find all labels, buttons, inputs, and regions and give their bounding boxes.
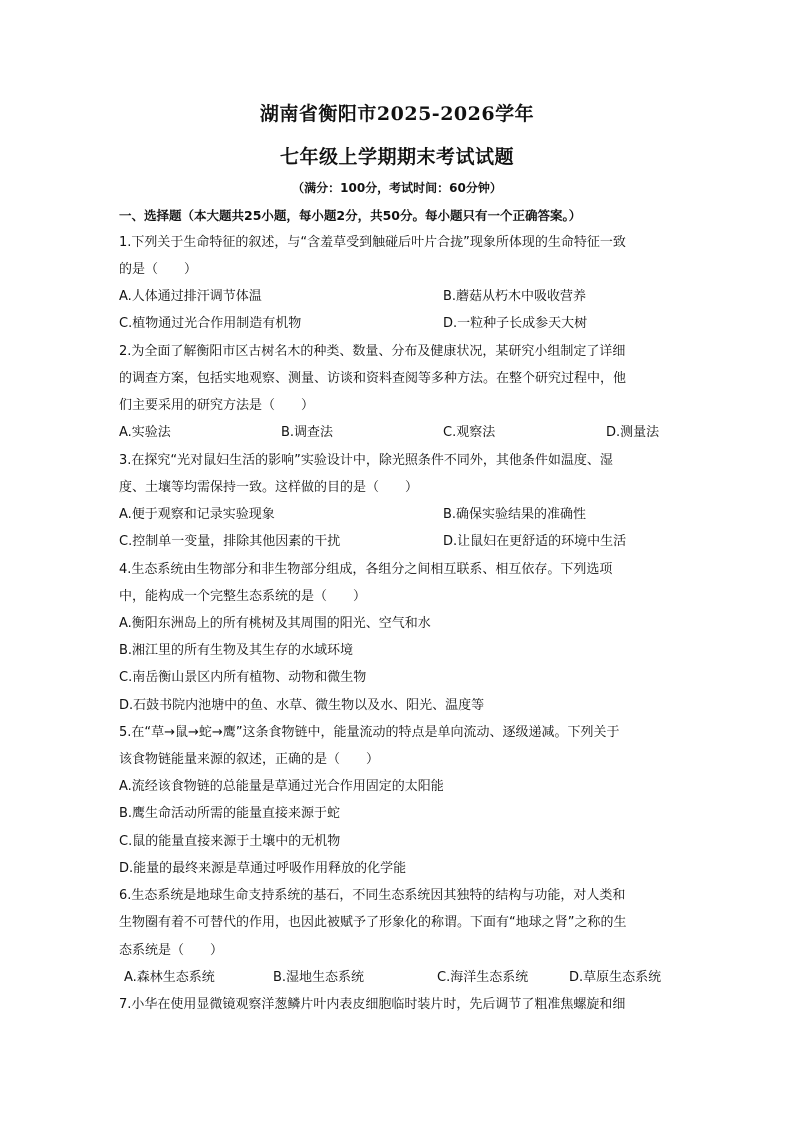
question-3-option-d: D.让鼠妇在更舒适的环境中生活	[443, 534, 627, 549]
question-5-stem-line-1: 5.在“草→鼠→蛇→鹰”这条食物链中，能量流动的特点是单向流动、逐级递减。下列关于	[119, 725, 620, 740]
question-2-stem-line-1: 2.为全面了解衡阳市区古树名木的种类、数量、分布及健康状况，某研究小组制定了详细	[119, 344, 626, 359]
question-1-option-b: B.蘑菇从朽木中吸收营养	[443, 289, 587, 304]
question-6-stem-line-1: 6.生态系统是地球生命支持系统的基石，不同生态系统因其独特的结构与功能，对人类和	[119, 888, 626, 903]
question-6-stem-line-2: 生物圈有着不可替代的作用，也因此被赋予了形象化的称谓。下面有“地球之肾”之称的生	[119, 915, 627, 930]
question-3-option-a: A.便于观察和记录实验现象	[119, 507, 275, 522]
question-4-option-c: C.南岳衡山景区内所有植物、动物和微生物	[119, 670, 367, 685]
question-2-option-a: A.实验法	[119, 425, 171, 440]
section-heading: 一、选择题（本大题共25小题，每小题2分，共50分。每小题只有一个正确答案。）	[119, 208, 582, 223]
question-4-option-d: D.石鼓书院内池塘中的鱼、水草、微生物以及水、阳光、温度等	[119, 698, 485, 713]
question-3-stem-line-1: 3.在探究“光对鼠妇生活的影响”实验设计中，除光照条件不同外，其他条件如温度、湿	[119, 453, 613, 468]
question-3-option-c: C.控制单一变量，排除其他因素的干扰	[119, 534, 341, 549]
question-4-stem-line-1: 4.生态系统由生物部分和非生物部分组成，各组分之间相互联系、相互依存。下列选项	[119, 562, 613, 577]
exam-info: （满分：100分，考试时间：60分钟）	[292, 181, 502, 195]
question-2-stem-line-2: 的调查方案，包括实地观察、测量、访谈和资料查阅等多种方法。在整个研究过程中，他	[119, 371, 627, 386]
question-2-stem-line-3: 们主要采用的研究方法是（ ）	[119, 398, 315, 413]
question-2-option-b: B.调查法	[281, 425, 334, 440]
exam-title-line1: 湖南省衡阳市2025-2026学年	[259, 103, 535, 125]
exam-title-line2: 七年级上学期期末考试试题	[279, 146, 514, 168]
question-6-option-d: D.草原生态系统	[569, 970, 662, 985]
question-1-stem-line-2: 的是（ ）	[119, 262, 198, 277]
question-3-option-b: B.确保实验结果的准确性	[443, 507, 587, 522]
question-6-option-a: A.森林生态系统	[124, 970, 215, 985]
question-6-stem-line-3: 态系统是（ ）	[119, 943, 224, 958]
question-2-option-d: D.测量法	[606, 425, 660, 440]
question-3-stem-line-2: 度、土壤等均需保持一致。这样做的目的是（ ）	[119, 480, 419, 495]
question-4-option-b: B.湘江里的所有生物及其生存的水域环境	[119, 643, 354, 658]
question-5-option-a: A.流经该食物链的总能量是草通过光合作用固定的太阳能	[119, 779, 444, 794]
question-1-stem-line-1: 1.下列关于生命特征的叙述，与“含羞草受到触碰后叶片合拢”现象所体现的生命特征一致	[119, 235, 626, 250]
question-6-option-b: B.湿地生态系统	[273, 970, 365, 985]
question-1-option-c: C.植物通过光合作用制造有机物	[119, 316, 302, 331]
question-5-option-c: C.鼠的能量直接来源于土壤中的无机物	[119, 834, 341, 849]
question-5-option-d: D.能量的最终来源是草通过呼吸作用释放的化学能	[119, 861, 407, 876]
question-2-option-c: C.观察法	[443, 425, 496, 440]
question-5-option-b: B.鹰生命活动所需的能量直接来源于蛇	[119, 806, 341, 821]
question-5-stem-line-2: 该食物链能量来源的叙述，正确的是（ ）	[119, 752, 380, 767]
question-1-option-d: D.一粒种子长成参天大树	[443, 316, 588, 331]
question-6-option-c: C.海洋生态系统	[437, 970, 529, 985]
question-1-option-a: A.人体通过排汗调节体温	[119, 289, 262, 304]
question-4-stem-line-2: 中，能构成一个完整生态系统的是（ ）	[119, 589, 367, 604]
question-7-stem-line-1: 7.小华在使用显微镜观察洋葱鳞片叶内表皮细胞临时装片时，先后调节了粗准焦螺旋和细	[119, 997, 626, 1012]
question-4-option-a: A.衡阳东洲岛上的所有桃树及其周围的阳光、空气和水	[119, 616, 431, 631]
